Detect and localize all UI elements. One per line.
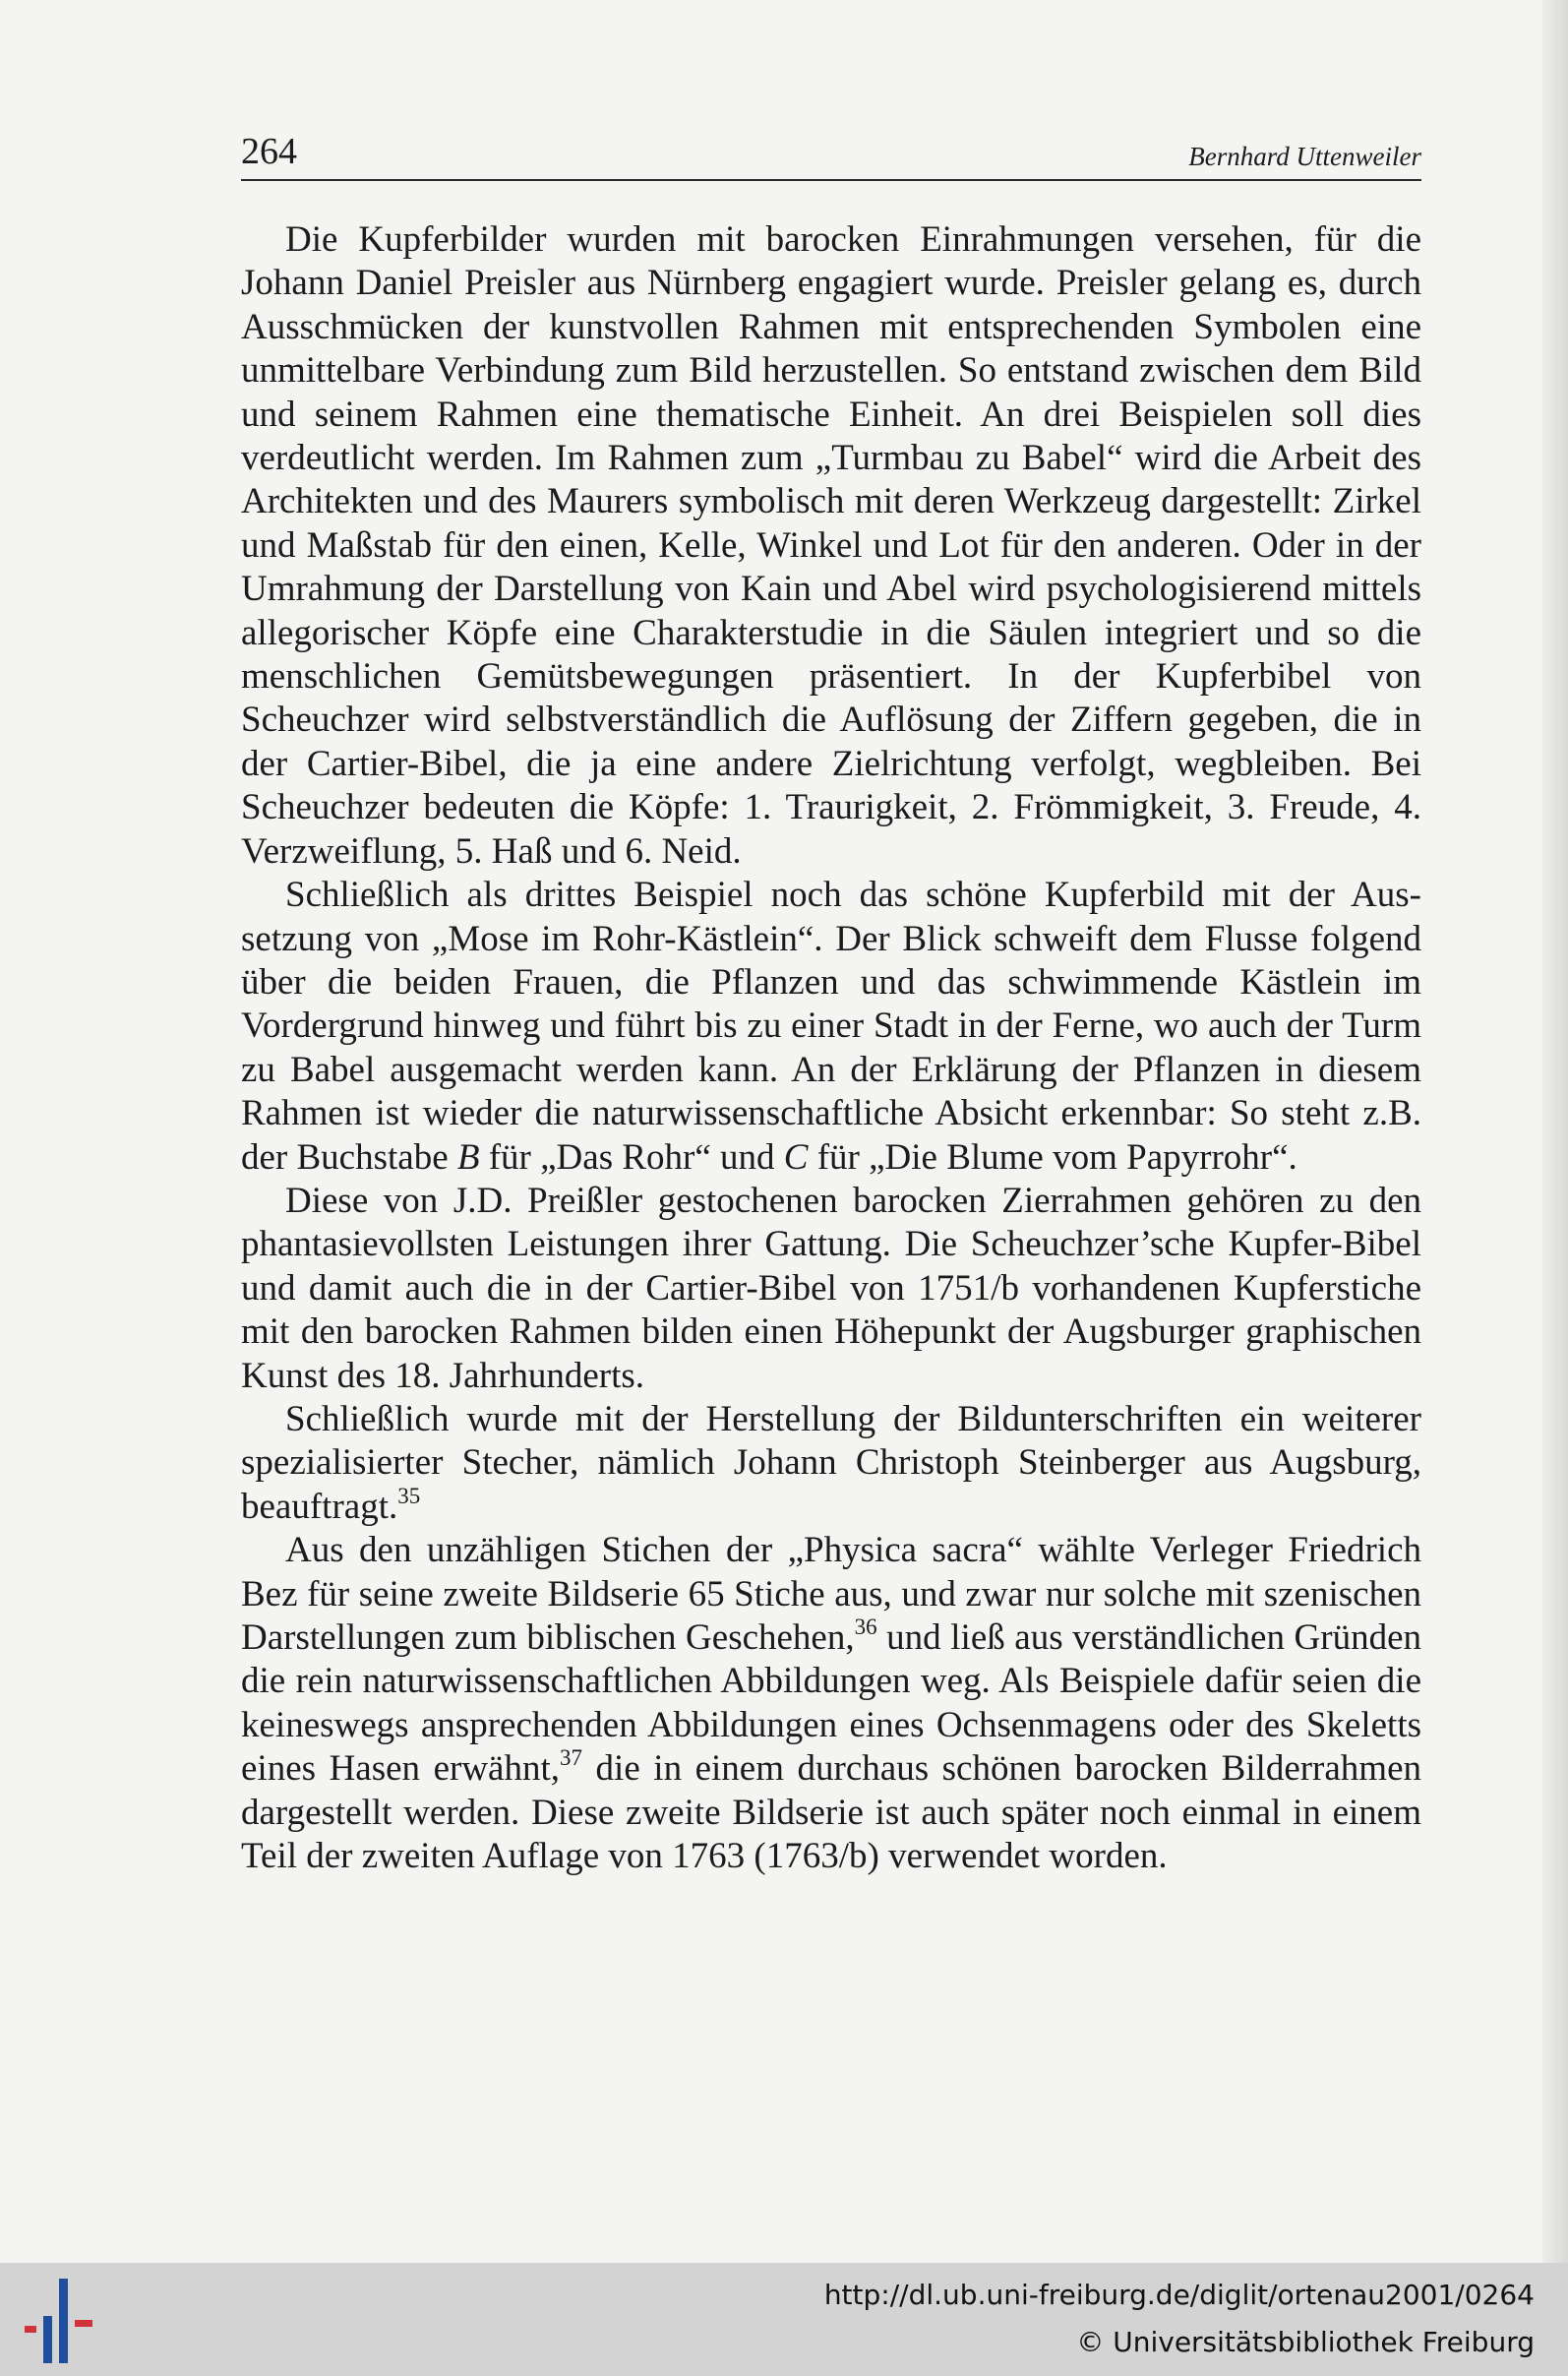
paragraph-text: Diese von J.D. Preißler gestochenen barocken Zierrahmen gehören zu den phantasievollsten Leistungen ihrer Gattung. Die Scheuchzer’sche Kupfer-Bibel und damit auch die in der Cartier-Bibel von 1751/b vorhandenen Kupferstiche mit den barocken Rahmen bilden einen Höhepunkt der Augsburger graphischen Kunst des 18. Jahrhunderts. (241, 1180, 1421, 1396)
paragraph-1 (241, 218, 1421, 874)
letter-b: B (456, 1136, 480, 1178)
paragraph-3 (241, 1180, 1421, 1398)
paragraph-2 (241, 874, 1421, 1180)
letter-c: C (783, 1136, 809, 1178)
page-header (241, 130, 1421, 181)
permalink-url[interactable]: http://dl.ub.uni-freiburg.de/diglit/ortenau2001/0264 (823, 2279, 1535, 2311)
body-text (241, 218, 1421, 1878)
footnote-marker-36[interactable]: 36 (854, 1614, 877, 1639)
paragraph-text: und ließ aus verständlichen Gründen die rein naturwissenschaftlichen Abbildungen weg. Als Beispiele dafür seien die keineswegs ansprechenden Abbildungen eines Ochsenmagens oder des Skeletts eines Hasen erwähnt, (241, 1617, 1421, 1790)
paragraph-5 (241, 1529, 1421, 1878)
running-head-author: Bernhard Uttenweiler (1188, 142, 1421, 171)
page-number: 264 (241, 131, 297, 172)
page-edge-shadow (1542, 0, 1568, 2263)
viewer-footer (0, 2263, 1568, 2376)
ub-freiburg-logo-icon (22, 2277, 98, 2365)
footnote-marker-35[interactable]: 35 (397, 1483, 421, 1508)
paragraph-text: Aus den unzähligen Stichen der „Physica sacra“ wählte Verleger Friedrich Bez für seine zweite Bildserie 65 Stiche aus, und zwar nur solche mit szenischen Darstellungen zum biblischen Geschehen, (241, 1530, 1421, 1658)
copyright-notice: © Universitätsbibliothek Freiburg (1076, 2326, 1535, 2358)
paragraph-text: Schließlich wurde mit der Herstellung der Bildunterschriften ein weiterer spezialisierter Stecher, nämlich Johann Christoph Steinberger aus Augsburg, beauftragt. (241, 1398, 1421, 1527)
paragraph-text: die in einem durchaus schönen barocken Bilderrahmen dargestellt werden. Diese zweite Bildserie ist auch später noch einmal in einem Teil der zweiten Auflage von 1763 (1763/b) verwendet worden. (241, 1748, 1422, 1877)
paragraph-text: für „Die Blume vom Papyrrohr“. (808, 1136, 1297, 1178)
footnote-marker-37[interactable]: 37 (560, 1745, 582, 1771)
paragraph-text: für „Das Rohr“ und (479, 1136, 784, 1178)
paragraph-4 (241, 1398, 1421, 1529)
paragraph-text: Schließlich als drittes Beispiel noch das schöne Kupferbild mit der Aussetzung von „Mose im Rohr-Kästlein“. Der Blick schweift dem Flusse folgend über die beiden Frauen, die Pflanzen und das schwimmende Kästlein im Vordergrund hinweg und führt bis zu einer Stadt in der Ferne, wo auch der Turm zu Babel ausgemacht werden kann. An der Erklärung der Pflanzen in diesem Rahmen ist wieder die naturwissenschaftliche Absicht erkennbar: So steht z.B. der Buchstabe (241, 875, 1421, 1178)
paragraph-text: Die Kupferbilder wurden mit barocken Einrahmungen versehen, für die Johann Daniel Preisler aus Nürnberg engagiert wurde. Preisler gelang es, durch Ausschmücken der kunstvollen Rahmen mit entsprechenden Symbolen eine unmittelbare Verbindung zum Bild herzustellen. So entstand zwischen dem Bild und seinem Rahmen eine thematische Einheit. An drei Beispielen soll dies verdeutlicht werden. Im Rahmen zum „Turmbau zu Babel“ wird die Arbeit des Architekten und des Maurers symbolisch mit deren Werkzeug dargestellt: Zirkel und Maßstab für den einen, Kelle, Winkel und Lot für den anderen. Oder in der Umrahmung der Darstellung von Kain und Abel wird psychologisierend mittels allegorischer Köpfe eine Charakterstudie in die Säulen integriert und so die menschlichen Gemütsbewegungen präsentiert. In der Kupferbibel von Scheuchzer wird selbstverständlich die Auflösung der Ziffern gegeben, die in der Cartier-Bibel, die ja eine andere Zielrichtung verfolgt, wegbleiben. Bei Scheuchzer bedeuten die Köpfe: 1. Traurigkeit, 2. Frömmigkeit, 3. Freude, 4. Verzweiflung, 5. Haß und 6. Neid. (241, 219, 1421, 872)
